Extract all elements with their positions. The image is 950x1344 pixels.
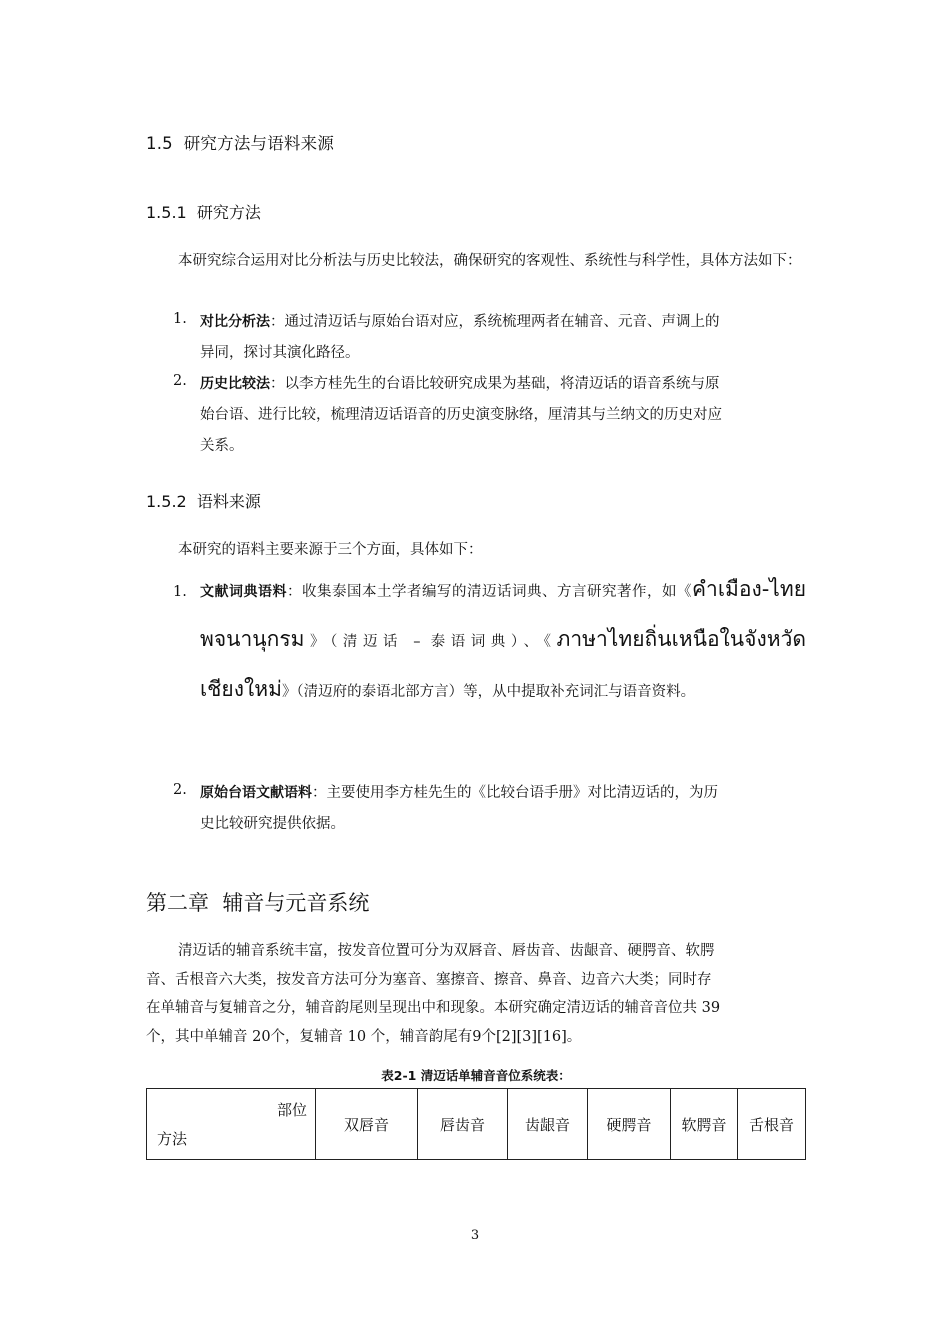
table-corner-cell: [147, 1089, 316, 1160]
list-item-body: [200, 369, 806, 462]
list-text: 始台语、进行比较，梳理清迈话语音的历史演变脉络，厘清其与兰纳文的历史对应: [200, 407, 722, 423]
section-number: 1.5: [146, 134, 173, 153]
list-sep: ：: [287, 584, 302, 600]
list-sep: ：: [270, 314, 285, 330]
corner-label-method: 方法: [157, 1130, 188, 1148]
table-header-cell: 软腭音: [671, 1089, 738, 1160]
list-sep: ：: [312, 785, 327, 801]
section-number: 1.5.1: [146, 203, 187, 222]
chapter-paragraph: [146, 937, 806, 1051]
list-number: 1.: [173, 584, 187, 600]
corner-label-position: 部位: [276, 1101, 307, 1119]
table-header-row: [147, 1089, 806, 1160]
thai-book-title-2: ภาษาไทยถิ่นเหนือในจังหวัดเชียงใหม่: [200, 627, 806, 701]
sources-intro: 本研究的语料主要来源于三个方面，具体如下：: [178, 542, 483, 558]
section-title: 研究方法: [196, 203, 261, 222]
paragraph-line: 音、舌根音六大类，按发音方法可分为塞音、塞擦音、擦音、鼻音、边音六大类；同时存: [146, 971, 712, 988]
thai-book-title-1: คำเมือง-ไทยพจนานุกรม: [200, 577, 807, 651]
list-term: 原始台语文献语料: [200, 785, 312, 801]
list-text: 以李方桂先生的台语比较研究成果为基础，将清迈话的语音系统与原: [284, 376, 720, 392]
list-term: 文献词典语料: [200, 584, 287, 600]
list-text: 收集泰国本土学者编写的清迈话词典、方言研究著作，如《: [302, 584, 692, 600]
list-item-body: [200, 566, 806, 716]
consonant-table: [146, 1088, 806, 1160]
list-text: 》（清迈话 – 泰语词典）、《: [304, 634, 557, 650]
section-title: 研究方法与语料来源: [183, 134, 335, 153]
list-text: 关系。: [200, 438, 244, 454]
paragraph-line: 在单辅音与复辅音之分，辅音韵尾则呈现出中和现象。本研究确定清迈话的辅音音位共 39: [146, 1000, 721, 1016]
section-heading-1-5-1: [146, 200, 261, 223]
list-text: 》（清迈府的泰语北部方言）等，从中提取补充词汇与语音资料。: [281, 684, 696, 700]
section-number: 1.5.2: [146, 492, 187, 511]
list-number: 2.: [173, 373, 187, 389]
list-sep: ：: [270, 376, 285, 392]
section-title: 语料来源: [196, 492, 261, 511]
table-header-cell: 硬腭音: [588, 1089, 671, 1160]
chapter-heading: [146, 887, 369, 917]
chapter-title: 辅音与元音系统: [222, 891, 370, 915]
table-header-cell: 双唇音: [316, 1089, 418, 1160]
list-text: 通过清迈话与原始台语对应，系统梳理两者在辅音、元音、声调上的: [284, 314, 720, 330]
section-heading-1-5-2: [146, 489, 261, 512]
table-header-cell: 唇齿音: [418, 1089, 508, 1160]
table-header-cell: 舌根音: [738, 1089, 806, 1160]
table-caption: 表2-1 清迈话单辅音音位系统表：: [381, 1068, 571, 1083]
paragraph-line: 清迈话的辅音系统丰富，按发音位置可分为双唇音、唇齿音、齿龈音、硬腭音、软腭: [178, 943, 715, 959]
page-number: 3: [470, 1228, 480, 1243]
table-header-cell: 齿龈音: [508, 1089, 588, 1160]
list-number: 2.: [173, 782, 187, 798]
list-text: 异同，探讨其演化路径。: [200, 345, 360, 361]
list-text: 史比较研究提供依据。: [200, 816, 345, 832]
list-number: 1.: [173, 311, 187, 327]
list-term: 历史比较法: [200, 376, 270, 392]
chapter-number: 第二章: [146, 891, 209, 915]
methods-intro: 本研究综合运用对比分析法与历史比较法，确保研究的客观性、系统性与科学性，具体方法如下：: [178, 253, 802, 269]
list-text: 主要使用李方桂先生的《比较台语手册》对比清迈话的，为历: [326, 785, 718, 801]
list-item-body: [200, 778, 806, 840]
list-term: 对比分析法: [200, 314, 270, 330]
list-item-body: [200, 307, 806, 369]
paragraph-line: 个，其中单辅音 20个，复辅音 10 个，辅音韵尾有9个[2][3][16]。: [146, 1028, 582, 1045]
section-heading-1-5: [146, 130, 334, 154]
